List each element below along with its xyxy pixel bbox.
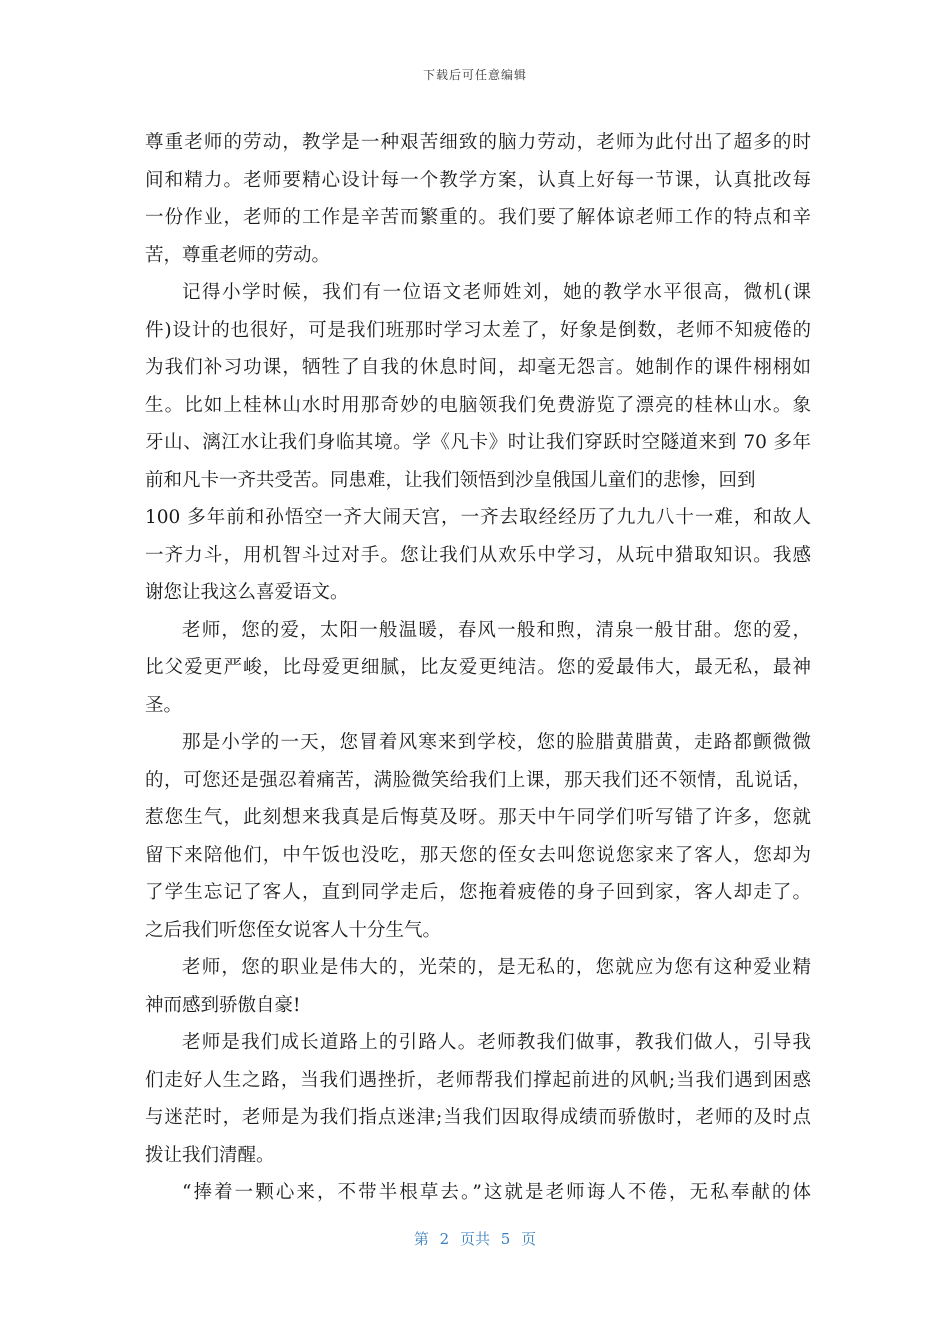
text-line: 谢您让我这么喜爱语文。 [145, 582, 349, 603]
text-line: 苦，尊重老师的劳动。 [145, 244, 331, 266]
text-line: 老师，您的职业是伟大的，光荣的，是无私的，您就应为您有这种爱业精 [182, 957, 811, 978]
text-line: 那是小学的一天，您冒着风寒来到学校，您的脸腊黄腊黄，走路都颤微微 [182, 732, 811, 753]
text-line: 记得小学时候，我们有一位语文老师姓刘，她的教学水平很高，微机(课 [182, 282, 811, 303]
text-line: 100 多年前和孙悟空一齐大闹天宫，一齐去取经经历了九九八十一难，和故人 [145, 507, 811, 528]
text-line: 们走好人生之路，当我们遇挫折，老师帮我们撑起前进的风帆;当我们遇到困惑 [145, 1069, 811, 1091]
text-line: 拨让我们清醒。 [145, 1144, 275, 1166]
page-number-footer: 第 2 页共 5 页 [413, 1230, 537, 1248]
page-header: 下载后可任意编辑 [422, 68, 527, 82]
text-line: 比父爱更严峻，比母爱更细腻，比友爱更纯洁。您的爱最伟大，最无私，最神 [145, 657, 811, 678]
text-line: 之后我们听您侄女说客人十分生气。 [145, 919, 442, 941]
text-line: 尊重老师的劳动，教学是一种艰苦细致的脑力劳动，老师为此付出了超多的时 [145, 132, 811, 153]
text-line: “捧着一颗心来，不带半根草去。”这就是老师诲人不倦，无私奉献的体 [182, 1182, 811, 1203]
document-body [145, 124, 811, 1212]
text-line: 圣。 [145, 694, 183, 716]
text-line: 生。比如上桂林山水时用那奇妙的电脑领我们免费游览了漂亮的桂林山水。象 [145, 394, 811, 416]
text-line: 惹您生气，此刻想来我真是后悔莫及呀。那天中午同学们听写错了许多，您就 [145, 807, 811, 828]
text-line: 间和精力。老师要精心设计每一个教学方案，认真上好每一节课，认真批改每 [145, 169, 811, 191]
text-line: 与迷茫时，老师是为我们指点迷津;当我们因取得成绩而骄傲时，老师的及时点 [145, 1107, 811, 1128]
text-line: 件)设计的也很好，可是我们班那时学习太差了，好象是倒数，老师不知疲倦的 [145, 319, 811, 341]
text-line: 前和凡卡一齐共受苦。同患难，让我们领悟到沙皇俄国儿童们的悲惨，回到 [145, 469, 756, 491]
text-line: 留下来陪他们，中午饭也没吃，那天您的侄女去叫您说您家来了客人，您却为 [145, 844, 811, 866]
text-line: 一份作业，老师的工作是辛苦而繁重的。我们要了解体谅老师工作的特点和辛 [145, 207, 811, 228]
text-line: 老师，您的爱，太阳一般温暖，春风一般和煦，清泉一般甘甜。您的爱， [182, 619, 811, 641]
text-line: 老师是我们成长道路上的引路人。老师教我们做事，教我们做人，引导我 [182, 1032, 811, 1053]
text-line: 神而感到骄傲自豪! [145, 994, 301, 1016]
text-line: 了学生忘记了客人，直到同学走后，您拖着疲倦的身子回到家，客人却走了。 [145, 882, 811, 903]
text-line: 牙山、漓江水让我们身临其境。学《凡卡》时让我们穿跃时空隧道来到 70 多年 [145, 432, 811, 453]
text-line: 为我们补习功课，牺牲了自我的休息时间，却毫无怨言。她制作的课件栩栩如 [145, 357, 811, 378]
text-line: 一齐力斗，用机智斗过对手。您让我们从欢乐中学习，从玩中猎取知识。我感 [145, 544, 811, 566]
text-line: 的，可您还是强忍着痛苦，满脸微笑给我们上课，那天我们还不领情，乱说话， [145, 769, 811, 791]
